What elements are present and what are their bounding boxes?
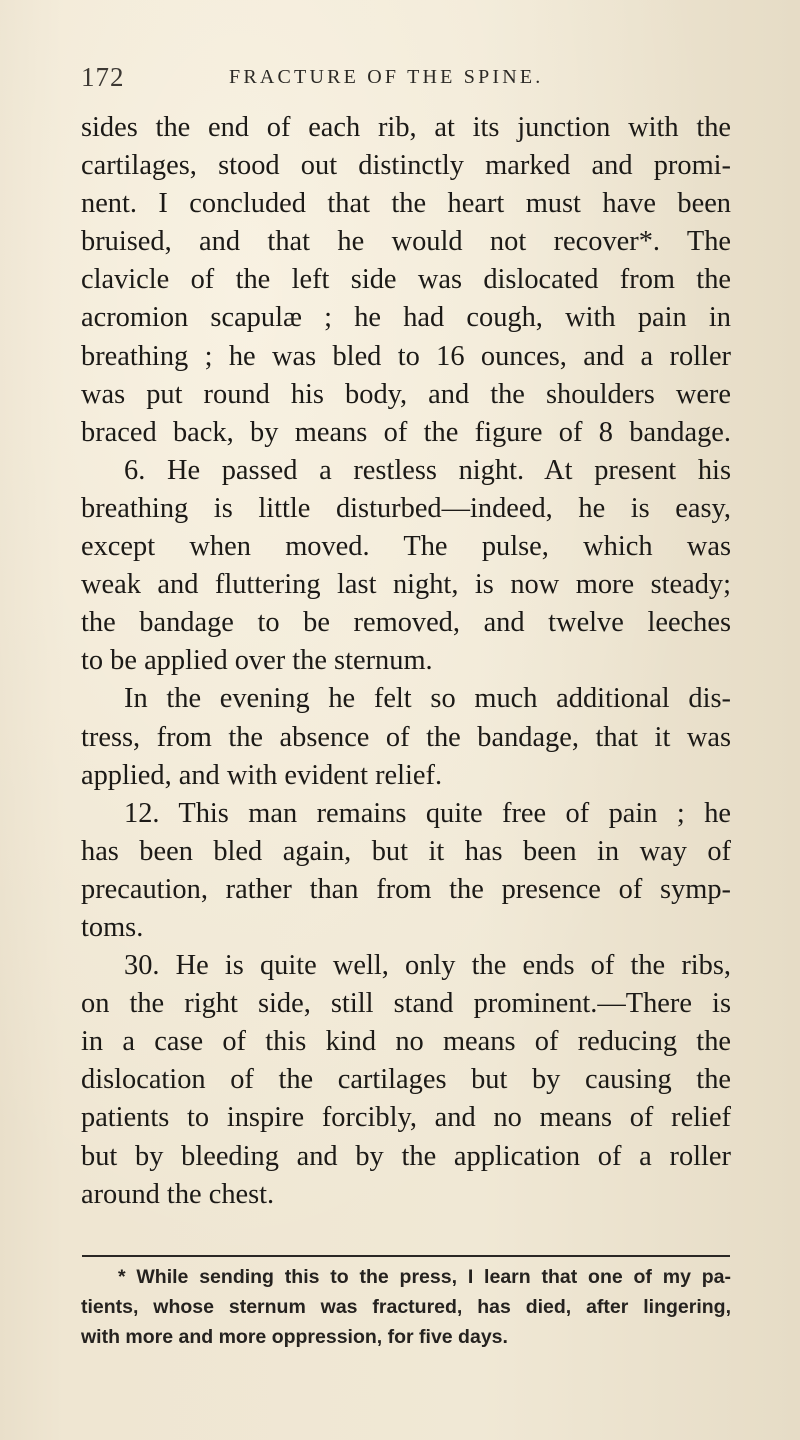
text-line: applied, and with evident relief. xyxy=(81,759,443,791)
text-line: acromion scapulæ ; he had cough, with pain in xyxy=(81,302,731,334)
text-line: breathing is little disturbed—indeed, he is easy, xyxy=(81,492,731,524)
text-line: bruised, and that he would not recover*. The xyxy=(81,226,731,258)
text-line: weak and fluttering last night, is now more steady; xyxy=(81,569,731,601)
text-line: cartilages, stood out distinctly marked and promi- xyxy=(81,150,731,182)
text-line: patients to inspire forcibly, and no means of relief xyxy=(81,1102,731,1134)
text-line: was put round his body, and the shoulders were xyxy=(81,378,731,410)
page-header xyxy=(81,62,731,102)
running-title: FRACTURE OF THE SPINE. xyxy=(229,66,544,88)
text-line: nent. I concluded that the heart must have been xyxy=(81,188,731,220)
body-text xyxy=(81,109,731,1214)
text-line: precaution, rather than from the presence of symp- xyxy=(81,873,731,905)
footnote-divider xyxy=(82,1255,730,1257)
text-line: In the evening he felt so much additional dis- xyxy=(124,683,731,715)
text-line: 6. He passed a restless night. At present his xyxy=(124,454,731,486)
text-line: breathing ; he was bled to 16 ounces, and a roller xyxy=(81,340,731,372)
page-number: 172 xyxy=(81,62,125,92)
text-line: dislocation of the cartilages but by causing the xyxy=(81,1064,731,1096)
text-line: but by bleeding and by the application of a roller xyxy=(81,1140,731,1172)
text-line: has been bled again, but it has been in way of xyxy=(81,835,731,867)
text-line: the bandage to be removed, and twelve leeches xyxy=(81,607,731,639)
footnote-line: with more and more oppression, for five days. xyxy=(81,1326,508,1348)
text-line: to be applied over the sternum. xyxy=(81,645,433,677)
text-line: tress, from the absence of the bandage, that it was xyxy=(81,721,731,753)
text-line: in a case of this kind no means of reducing the xyxy=(81,1026,731,1058)
text-line: around the chest. xyxy=(81,1178,275,1210)
text-line: toms. xyxy=(81,911,144,943)
text-line: sides the end of each rib, at its junction with the xyxy=(81,112,731,143)
footnote-line: tients, whose sternum was fractured, has died, after lingering, xyxy=(81,1296,731,1318)
text-line: 12. This man remains quite free of pain ; he xyxy=(124,797,731,829)
text-line: on the right side, still stand prominent.—There is xyxy=(81,988,731,1020)
footnote-line: * While sending this to the press, I learn that one of my pa- xyxy=(118,1266,731,1288)
text-line: braced back, by means of the figure of 8 bandage. xyxy=(81,416,731,448)
footnote xyxy=(81,1262,731,1352)
text-line: except when moved. The pulse, which was xyxy=(81,531,731,563)
text-line: clavicle of the left side was dislocated from the xyxy=(81,264,731,296)
text-line: 30. He is quite well, only the ends of the ribs, xyxy=(124,950,731,982)
